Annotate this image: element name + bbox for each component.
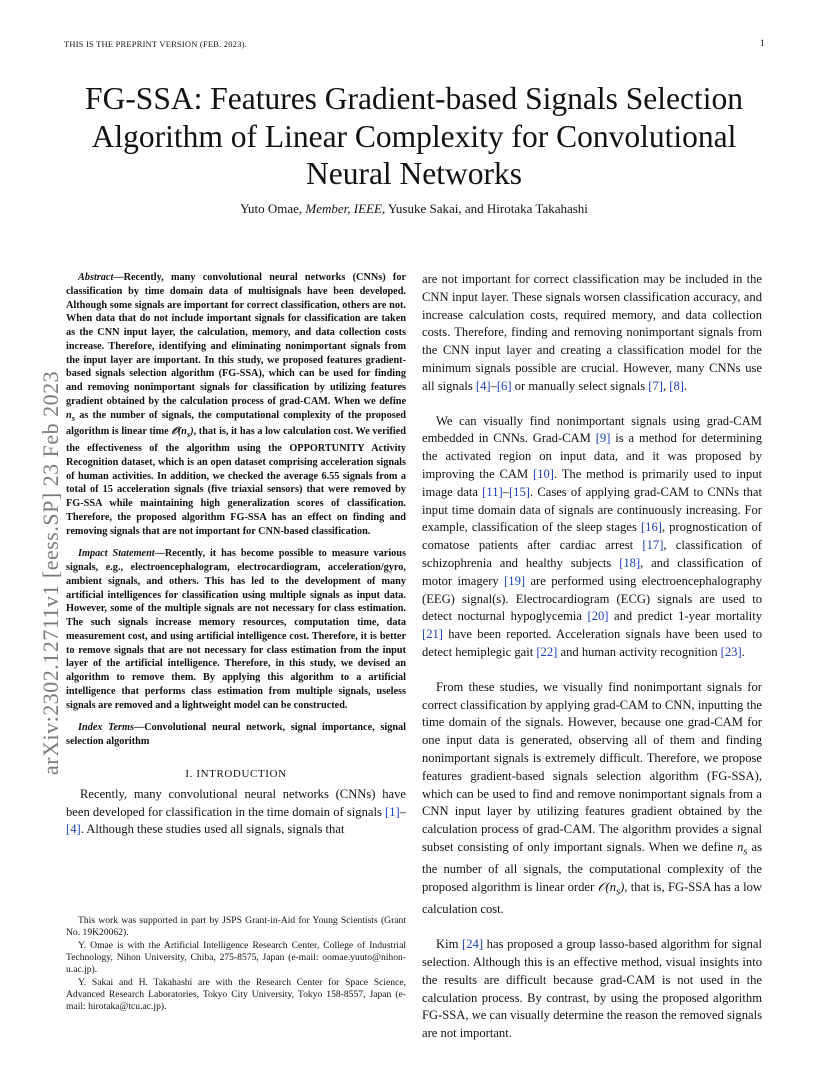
math-complexity: $𝒪(n_s)$ — [171, 426, 194, 440]
citation-link[interactable]: [16] — [640, 520, 662, 535]
citation-link[interactable]: [11] — [482, 484, 503, 499]
citation-link[interactable]: [7] — [648, 378, 663, 393]
abstract — [66, 271, 406, 538]
abstract-label: Abstract — [78, 272, 114, 283]
math-ns: $n_s$ — [737, 839, 748, 858]
author-membership: Member, IEEE, — [305, 201, 386, 216]
arxiv-stamp: arXiv:2302.12711v1 [eess.SP] 23 Feb 2023 — [38, 370, 63, 775]
index-terms — [66, 721, 406, 749]
intro-paragraph: Recently, many convolutional neural networks (CNNs) have been developed for classification in the time domain of signals [1]–[4]. Although these studies used all signals, signals that — [66, 786, 406, 837]
footnotes — [66, 915, 406, 1014]
citation-link[interactable]: [10] — [533, 466, 554, 481]
right-paragraph-1: are not important for correct classification may be included in the CNN input layer. These signals worsen classification accuracy, and increase calculation costs, required memory, and data collection costs. Therefore, finding and removing nonimportant signals from the CNN input layer and creating a classification model for the minimum signals possible are crucial. However, many CNNs use all signals [4]–[6] or manually select signals [7], [8]. — [422, 272, 762, 393]
abstract-text-1: —Recently, many convolutional neural networks (CNNs) for classification by time domain data of multisignals have been developed. Although some signals are important for correct classification, others are not. When data that do not include important signals for classification are taken as the CNN input layer, the calculation, memory, and data collection costs increase. Therefore, identifying and eliminating nonimportant signals from the input layer are important. In this study, we proposed features gradient-based signals selection algorithm (FG-SSA), which can be used for finding and removing nonimportant signals for classification by utilizing features gradient obtained by the calculation process of grad-CAM. When we define — [66, 272, 406, 407]
citation-link[interactable]: [4] — [66, 822, 81, 837]
abstract-text-2: as the number of signals, the computational complexity of the proposed algorithm is linear time — [66, 409, 406, 438]
left-column — [66, 271, 406, 839]
math-complexity: $𝒪(n_s)$ — [597, 880, 625, 898]
running-head: THIS IS THE PREPRINT VERSION (FEB. 2023). — [64, 39, 247, 49]
citation-link[interactable]: [19] — [504, 573, 526, 588]
citation-link[interactable]: [22] — [536, 644, 558, 659]
page-number: 1 — [760, 39, 765, 49]
right-paragraph-3: From these studies, we visually find nonimportant signals for correct classification by applying grad-CAM to CNN, inputting the time domain of the signals. However, because one grad-CAM for one input data is generated, observing all of them and finding nonimportant signals is extremely difficult. Therefore, we propose features gradient-based signals selection algorithm (FG-SSA), which can be used to find and remove nonimportant signals from a CNN input layer by utilizing features gradient obtained by the calculation process of grad-CAM. The algorithm provides a signal subset consisting of only important signals. When we define $n_s$ as the number of all signals, the computational complexity of the proposed algorithm is linear order $𝒪(n_s)$, that is, FG-SSA has a low calculation cost. — [422, 679, 763, 917]
citation-link[interactable]: [6] — [496, 378, 512, 393]
citation-link[interactable]: [8] — [669, 378, 684, 393]
citation-link[interactable]: [20] — [587, 609, 609, 624]
right-paragraph-2: We can visually find nonimportant signals using grad-CAM embedded in CNNs. Grad-CAM [9] is a method for determining the activated region on input data, and it was proposed by improving the CAM [10]. The method is primarily used to input image data [11]–[15]. Cases of applying grad-CAM to CNNs that input time domain data of signals are continuously increasing. For example, classification of the sleep stages [16], prognostication of comatose patients after cardiac arrest [17], classification of schizophrenia and healthy subjects [18], and classification of motor imagery [19] are performed using electroencephalography (EEG) signal(s). Electrocardiogram (ECG) signals are used to detect nocturnal hypoglycemia [20] and predict 1-year mortality [21] have been reported. Acceleration signals have been used to detect hemiplegic gait [22] and human activity recognition [23]. — [422, 413, 763, 659]
citation-link[interactable]: [4] — [475, 378, 491, 393]
impact-text: —Recently, it has become possible to measure various signals, e.g., electroencephalogram, electrocardiogram, acceleration/gyro, ambient signals, and others. This has led to the development of many artificial intelligences for classification using multiple signals as input data. However, some of the multiple signals are not necessary for class estimation. The such signals increase memory resources, computation time, data measurement cost, and using artificial intelligence cost. Therefore, it is better to remove signals that are not necessary for class estimation from the input layer of the artificial intelligence. Therefore, in this study, we devised an algorithm to remove them. By applying this algorithm to a artificial intelligence that performs class estimation from multiple signals, useless signals are removed and a lightweight model can be constructed. — [66, 548, 406, 711]
section-heading-introduction: I. INTRODUCTION — [185, 767, 287, 780]
author-omae: Yuto Omae, — [240, 201, 303, 216]
impact-label: Impact Statement — [78, 548, 155, 560]
citation-link[interactable]: [17] — [642, 538, 664, 553]
footnote-sakai-takahashi: Y. Sakai and H. Takahashi are with the Research Center for Space Science, Advanced Research Laboratories, Tokyo City University, Tokyo 158-8557, Japan (e-mail: hirotaka@tcu.ac.jp). — [66, 977, 406, 1012]
right-column — [422, 271, 762, 1060]
math-ns: $n_s$ — [66, 409, 76, 423]
footnote-funding: This work was supported in part by JSPS Grant-in-Aid for Young Scientists (Grant No. 19K20062). — [66, 915, 406, 938]
abstract-text-3: , that is, it has a low calculation cost. We verified the effectiveness of the algorithm using the OPPORTUNITY Activity Recognition dataset, which is an open dataset comprising acceleration signals of human activities. In addition, we checked the average 6.55 signals from a total of 15 acceleration signals (five triaxial sensors) that were removed by FG-SSA while maintaining high generalization scores of classification. Therefore, the proposed algorithm FG-SSA has an effect on finding and removing signals that are not important for CNN-based classification. — [66, 426, 406, 537]
index-terms-text: —Convolutional neural network, signal importance, signal selection algorithm — [66, 722, 406, 748]
citation-link[interactable]: [9] — [595, 431, 611, 446]
paper-title: FG-SSA: Features Gradient-based Signals Selection Algorithm of Linear Complexity for Convolutional Neural Networks — [85, 81, 743, 191]
citation-link[interactable]: [15] — [508, 484, 530, 499]
citation-link[interactable]: [23] — [720, 644, 742, 659]
citation-link[interactable]: [18] — [619, 555, 641, 570]
index-terms-label: Index Terms — [78, 722, 134, 734]
citation-link[interactable]: [24] — [462, 937, 484, 952]
citation-link[interactable]: [1] — [385, 804, 400, 819]
impact-statement — [66, 547, 406, 712]
citation-link[interactable]: [21] — [422, 627, 443, 642]
right-paragraph-4: Kim [24] has proposed a group lasso-based algorithm for signal selection. Although this is an effective method, visual insights into the results are difficult because grad-CAM is not used in the calculation process. By contrast, by using the proposed algorithm FG-SSA, we can visually determine the reason the removed signals are not important. — [422, 937, 762, 1041]
author-line — [62, 201, 766, 217]
author-others: Yusuke Sakai, and Hirotaka Takahashi — [387, 201, 588, 216]
footnote-omae: Y. Omae is with the Artificial Intelligence Research Center, College of Industrial Technology, Nihon University, Chiba, 275-8575, Japan (e-mail: oomae.yuuto@nihon-u.ac.jp). — [66, 940, 406, 975]
